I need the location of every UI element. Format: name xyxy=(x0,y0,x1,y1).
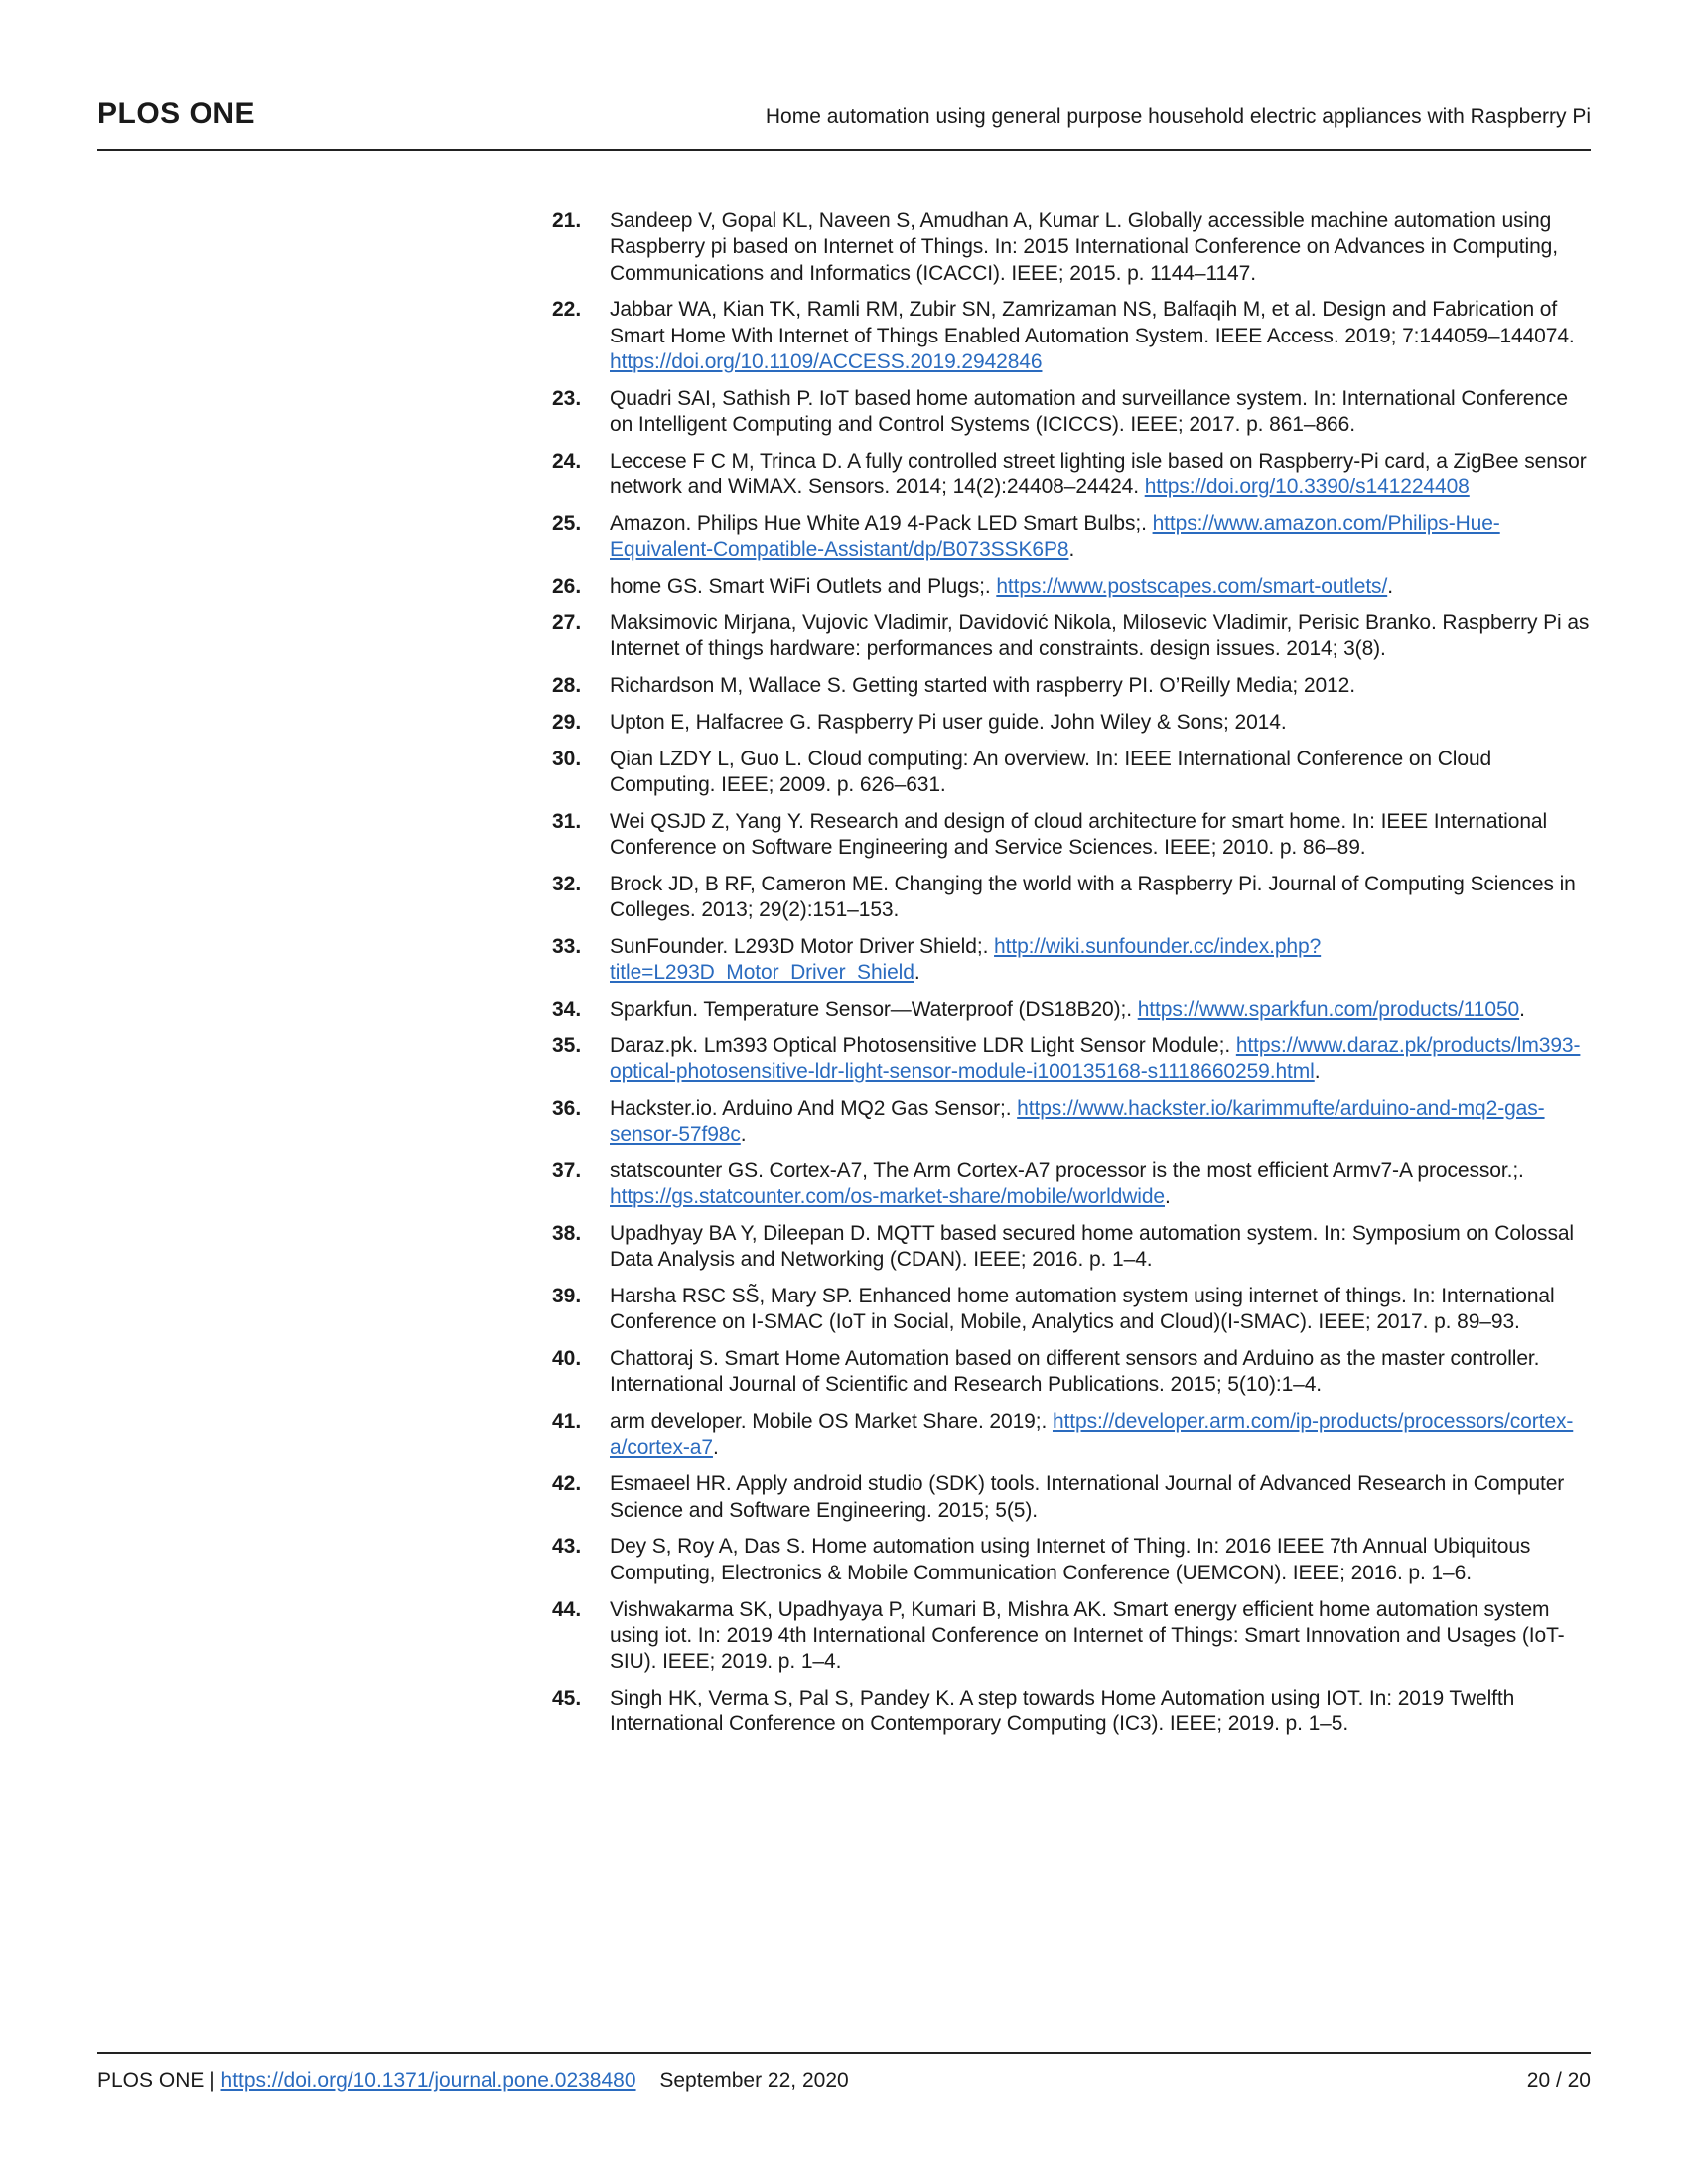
reference-number: 40. xyxy=(552,1347,582,1371)
reference-text xyxy=(610,747,1593,799)
reference-number: 31. xyxy=(552,809,582,833)
reference-trailing: . xyxy=(712,1435,719,1459)
reference-item xyxy=(552,611,1593,663)
reference-item xyxy=(552,872,1593,924)
reference-citation: Amazon. Philips Hue White A19 4-Pack LED Smart Bulbs;. xyxy=(610,511,1153,535)
reference-text xyxy=(610,1221,1593,1274)
reference-item xyxy=(552,1471,1593,1524)
reference-link[interactable]: https://doi.org/10.1109/ACCESS.2019.2942846 xyxy=(610,349,1043,373)
reference-number: 42. xyxy=(552,1472,582,1496)
reference-item xyxy=(552,1409,1593,1461)
reference-item xyxy=(552,747,1593,799)
reference-citation: Richardson M, Wallace S. Getting started with raspberry PI. O’Reilly Media; 2012. xyxy=(610,673,1355,697)
reference-number: 30. xyxy=(552,747,582,770)
reference-item xyxy=(552,511,1593,564)
reference-citation: Quadri SAI, Sathish P. IoT based home automation and surveillance system. In: International Conference on Intelligent Computing and Control Systems (ICICCS). IEEE; 2017. p. 861–866. xyxy=(610,386,1568,437)
reference-text xyxy=(610,1284,1593,1336)
reference-trailing: . xyxy=(740,1123,747,1147)
reference-text xyxy=(610,1534,1593,1586)
reference-number: 21. xyxy=(552,209,582,232)
header-divider xyxy=(97,149,1591,151)
reference-item xyxy=(552,673,1593,699)
reference-link[interactable]: https://www.daraz.pk/products/lm393-optical-photosensitive-ldr-light-sensor-module-i100135168-s1118660259.html xyxy=(610,1033,1581,1084)
reference-link[interactable]: http://wiki.sunfounder.cc/index.php?title=L293D_Motor_Driver_Shield xyxy=(610,934,1322,985)
reference-number: 34. xyxy=(552,997,582,1021)
reference-citation: Sandeep V, Gopal KL, Naveen S, Amudhan A, Kumar L. Globally accessible machine automation using Raspberry pi based on Internet of Things. In: 2015 International Conference on Advances in Computing, Communications and Informatics (ICACCI). IEEE; 2015. p. 1144–1147. xyxy=(610,209,1558,285)
reference-list xyxy=(552,208,1593,1748)
reference-citation: Brock JD, B RF, Cameron ME. Changing the world with a Raspberry Pi. Journal of Computing Sciences in Colleges. 2013; 29(2):151–153. xyxy=(610,872,1576,922)
reference-number: 41. xyxy=(552,1410,582,1433)
reference-number: 33. xyxy=(552,934,582,958)
reference-text xyxy=(610,1409,1593,1461)
reference-number: 36. xyxy=(552,1096,582,1120)
reference-item xyxy=(552,934,1593,987)
reference-citation: Wei QSJD Z, Yang Y. Research and design of cloud architecture for smart home. In: IEEE International Conference on Software Engineering and Service Sciences. IEEE; 2010. p. 86–89. xyxy=(610,809,1548,859)
reference-text xyxy=(610,1346,1593,1399)
reference-item xyxy=(552,1159,1593,1211)
reference-item xyxy=(552,1597,1593,1676)
reference-text xyxy=(610,574,1593,600)
reference-number: 39. xyxy=(552,1285,582,1308)
reference-link[interactable]: https://www.sparkfun.com/products/11050 xyxy=(1137,997,1520,1021)
reference-trailing: . xyxy=(914,961,920,985)
reference-number: 24. xyxy=(552,449,582,473)
reference-text xyxy=(610,1096,1593,1149)
reference-number: 32. xyxy=(552,872,582,895)
reference-text xyxy=(610,208,1593,287)
reference-item xyxy=(552,449,1593,501)
reference-item xyxy=(552,1346,1593,1399)
reference-text xyxy=(610,1159,1593,1211)
reference-number: 45. xyxy=(552,1686,582,1709)
reference-trailing: . xyxy=(1314,1060,1321,1084)
reference-number: 28. xyxy=(552,673,582,697)
reference-citation: Jabbar WA, Kian TK, Ramli RM, Zubir SN, Zamrizaman NS, Balfaqih M, et al. Design and Fabrication of Smart Home With Internet of Things Enabled Automation System. IEEE Access. 2019; 7:144059–144074. xyxy=(610,298,1575,347)
reference-citation: Upadhyay BA Y, Dileepan D. MQTT based secured home automation system. In: Symposium on Colossal Data Analysis and Networking (CDAN). IEEE; 2016. p. 1–4. xyxy=(610,1222,1574,1272)
reference-item xyxy=(552,208,1593,287)
reference-item xyxy=(552,1096,1593,1149)
reference-number: 25. xyxy=(552,511,582,535)
reference-trailing: . xyxy=(1165,1185,1171,1209)
footer-journal: PLOS ONE | xyxy=(97,2069,215,2092)
reference-text xyxy=(610,673,1593,699)
reference-text xyxy=(610,1686,1593,1738)
reference-link[interactable]: https://www.hackster.io/karimmufte/arduino-and-mq2-gas-sensor-57f98c xyxy=(610,1096,1545,1147)
reference-item xyxy=(552,710,1593,736)
reference-citation: Sparkfun. Temperature Sensor—Waterproof (DS18B20);. xyxy=(610,997,1138,1021)
reference-text xyxy=(610,511,1593,564)
reference-citation: arm developer. Mobile OS Market Share. 2019;. xyxy=(610,1410,1053,1433)
reference-link[interactable]: https://gs.statcounter.com/os-market-share/mobile/worldwide xyxy=(610,1185,1165,1209)
reference-link[interactable]: https://www.postscapes.com/smart-outlets/ xyxy=(996,575,1388,599)
page-number: 20 / 20 xyxy=(1526,2069,1591,2092)
reference-text xyxy=(610,386,1593,439)
reference-number: 29. xyxy=(552,710,582,734)
reference-citation: Esmaeel HR. Apply android studio (SDK) tools. International Journal of Advanced Research in Computer Science and Software Engineering. 2015; 5(5). xyxy=(610,1472,1565,1522)
reference-text xyxy=(610,872,1593,924)
reference-citation: Leccese F C M, Trinca D. A fully controlled street lighting isle based on Raspberry-Pi card, a ZigBee sensor network and WiMAX. Sensors. 2014; 14(2):24408–24424. xyxy=(610,449,1587,499)
reference-citation: Chattoraj S. Smart Home Automation based on different sensors and Arduino as the master controller. International Journal of Scientific and Research Publications. 2015; 5(10):1–4. xyxy=(610,1347,1540,1397)
reference-number: 23. xyxy=(552,386,582,410)
reference-trailing: . xyxy=(1519,997,1525,1021)
reference-text xyxy=(610,1597,1593,1676)
reference-citation: Maksimovic Mirjana, Vujovic Vladimir, Davidović Nikola, Milosevic Vladimir, Perisic Branko. Raspberry Pi as Internet of things hardware: performances and constraints. design issues. 2014; 3(8). xyxy=(610,611,1590,661)
reference-text xyxy=(610,1471,1593,1524)
running-title: Home automation using general purpose household electric appliances with Raspberry Pi xyxy=(765,105,1591,128)
reference-item xyxy=(552,1033,1593,1086)
reference-citation: Qian LZDY L, Guo L. Cloud computing: An overview. In: IEEE International Conference on Cloud Computing. IEEE; 2009. p. 626–631. xyxy=(610,747,1492,796)
reference-item xyxy=(552,386,1593,439)
reference-item xyxy=(552,1534,1593,1586)
reference-number: 26. xyxy=(552,575,582,599)
reference-citation: Hackster.io. Arduino And MQ2 Gas Sensor;. xyxy=(610,1096,1018,1120)
reference-text xyxy=(610,611,1593,663)
page-footer xyxy=(97,2069,1591,2093)
reference-citation: Upton E, Halfacree G. Raspberry Pi user guide. John Wiley & Sons; 2014. xyxy=(610,710,1287,734)
reference-citation: SunFounder. L293D Motor Driver Shield;. xyxy=(610,934,995,958)
reference-text xyxy=(610,997,1593,1023)
footer-doi-link[interactable]: https://doi.org/10.1371/journal.pone.0238480 xyxy=(220,2069,636,2092)
journal-logo: PLOS ONE xyxy=(97,97,256,130)
reference-link[interactable]: https://developer.arm.com/ip-products/processors/cortex-a/cortex-a7 xyxy=(610,1410,1574,1459)
reference-citation: statscounter GS. Cortex-A7, The Arm Cortex-A7 processor is the most efficient Armv7-A processor.;. xyxy=(610,1159,1524,1182)
reference-item xyxy=(552,1284,1593,1336)
reference-citation: Harsha RSC SS̃, Mary SP. Enhanced home automation system using internet of things. In: International Conference on I-SMAC (IoT in Social, Mobile, Analytics and Cloud)(I-SMAC). IEEE; 2017. p. 89–93. xyxy=(610,1285,1555,1334)
reference-number: 35. xyxy=(552,1033,582,1057)
reference-text xyxy=(610,934,1593,987)
footer-date: September 22, 2020 xyxy=(659,2069,849,2092)
reference-link[interactable]: https://www.amazon.com/Philips-Hue-Equivalent-Compatible-Assistant/dp/B073SSK6P8 xyxy=(610,511,1500,562)
reference-number: 38. xyxy=(552,1222,582,1245)
reference-number: 27. xyxy=(552,611,582,634)
reference-citation: home GS. Smart WiFi Outlets and Plugs;. xyxy=(610,575,997,599)
reference-trailing: . xyxy=(1068,538,1075,562)
reference-text xyxy=(610,449,1593,501)
reference-number: 22. xyxy=(552,298,582,322)
reference-number: 37. xyxy=(552,1159,582,1182)
reference-citation: Daraz.pk. Lm393 Optical Photosensitive LDR Light Sensor Module;. xyxy=(610,1033,1236,1057)
reference-item xyxy=(552,1221,1593,1274)
reference-citation: Singh HK, Verma S, Pal S, Pandey K. A step towards Home Automation using IOT. In: 2019 Twelfth International Conference on Contemporary Computing (IC3). IEEE; 2019. p. 1–5. xyxy=(610,1686,1515,1736)
reference-item xyxy=(552,997,1593,1023)
reference-item xyxy=(552,1686,1593,1738)
reference-number: 44. xyxy=(552,1597,582,1621)
reference-item xyxy=(552,574,1593,600)
reference-item xyxy=(552,809,1593,862)
reference-text xyxy=(610,1033,1593,1086)
reference-number: 43. xyxy=(552,1535,582,1559)
reference-citation: Vishwakarma SK, Upadhyaya P, Kumari B, Mishra AK. Smart energy efficient home automation system using iot. In: 2019 4th International Conference on Internet of Things: Smart Innovation and Usages (IoT-SIU). IEEE; 2019. p. 1–4. xyxy=(610,1597,1565,1674)
reference-text xyxy=(610,710,1593,736)
reference-text xyxy=(610,297,1593,375)
reference-link[interactable]: https://doi.org/10.3390/s141224408 xyxy=(1144,476,1470,499)
reference-text xyxy=(610,809,1593,862)
reference-trailing: . xyxy=(1387,575,1393,599)
footer-divider xyxy=(97,2052,1591,2054)
reference-item xyxy=(552,297,1593,375)
reference-citation: Dey S, Roy A, Das S. Home automation using Internet of Thing. In: 2016 IEEE 7th Annual Ubiquitous Computing, Electronics & Mobile Communication Conference (UEMCON). IEEE; 2016. p. 1–6. xyxy=(610,1535,1531,1584)
